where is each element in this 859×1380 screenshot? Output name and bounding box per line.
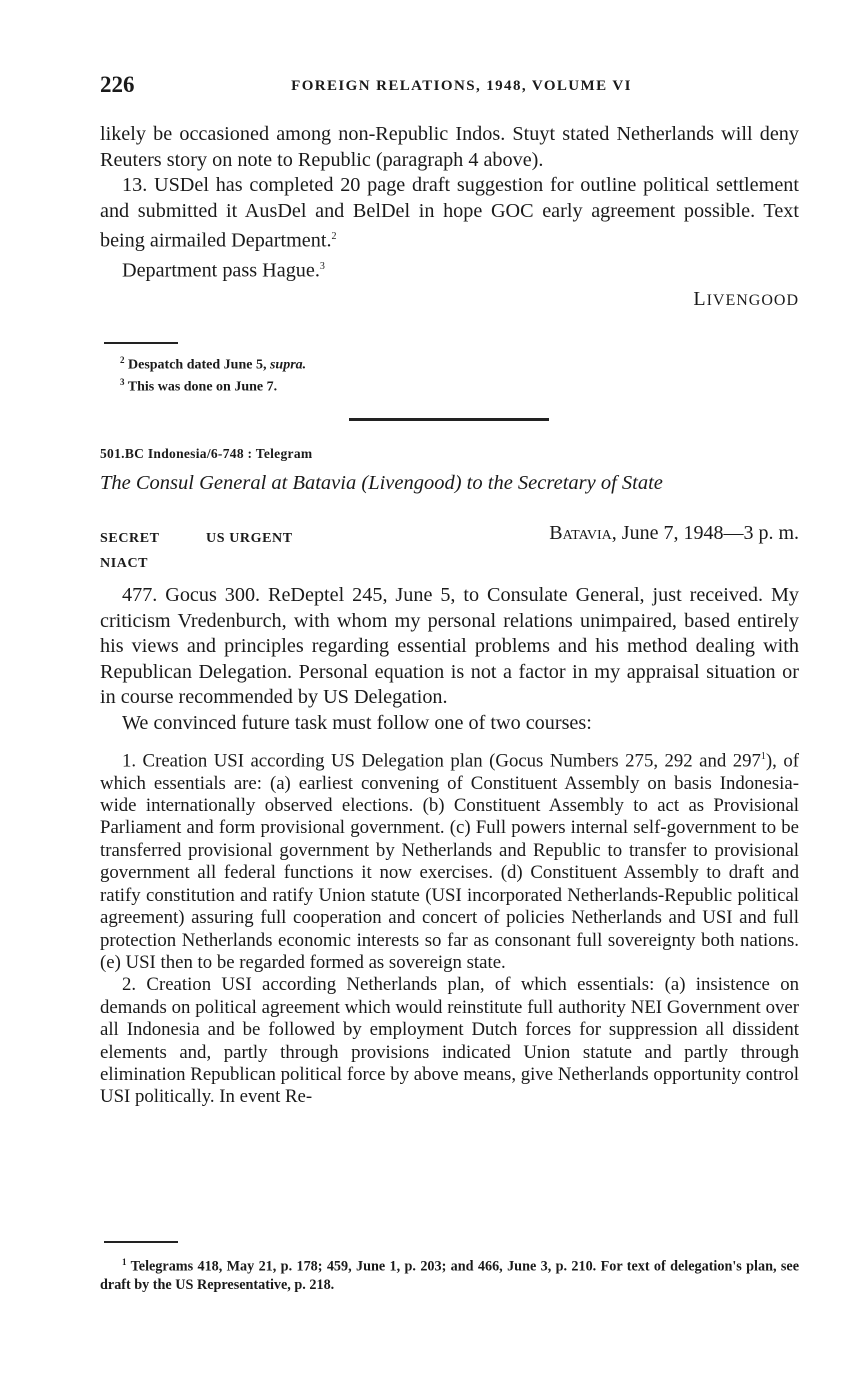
page-header	[100, 72, 799, 100]
running-head: FOREIGN RELATIONS, 1948, VOLUME VI	[291, 78, 632, 94]
classification-secret: SECRET	[100, 531, 160, 546]
footnote-marker: 3	[319, 261, 325, 273]
paragraph-courses: We convinced future task must follow one of two courses:	[122, 711, 592, 734]
footnote-2: $^2$ Despatch dated June 5, supra.	[120, 355, 307, 373]
footnote-marker: 2	[331, 231, 337, 242]
footnotes-top	[120, 352, 306, 395]
classification-urgent: US URGENT	[206, 531, 293, 546]
footnote-1: $^1$ Telegrams 418, May 21, p. 178; 459, June 1, p. 203; and 466, June 3, p. 210. For text of delegation's plan, see draft by the US Representative, p. 218.	[100, 1257, 799, 1293]
continuation-block	[100, 122, 799, 311]
footnote-divider	[104, 342, 178, 344]
closing-line: Department pass Hague.$^3$	[122, 259, 325, 282]
classification-niact: NIACT	[100, 556, 149, 571]
section-divider	[349, 418, 549, 421]
paragraph-13: 13. USDel has completed 20 page draft suggestion for outline political settlement and submitted it AusDel and BelDel in hope GOC early agreement possible. Text being airmailed Department.$^2$	[100, 174, 799, 252]
classification	[100, 526, 293, 576]
footnote-3: $^3$ This was done on June 7.	[120, 376, 278, 395]
telegram-body	[100, 583, 799, 1109]
dateline: Batavia, June 7, 1948—3 p. m.	[549, 522, 799, 544]
page-number: 226	[100, 72, 135, 97]
continuation-paragraph: likely be occasioned among non-Republic Indos. Stuyt stated Netherlands will deny Reuters story on note to Republic (paragraph 4 above).	[100, 123, 799, 171]
paragraph-477: 477. Gocus 300. ReDeptel 245, June 5, to Consulate General, just received. My criticism Vredenburch, with whom my personal relations unimpaired, based entirely his views and principles regarding essential problems and his method dealing with Republican Delegation. Personal equation is not a factor in my appraisal situation or in course recommended by US Delegation.	[100, 584, 799, 708]
document-title: The Consul General at Batavia (Livengood) to the Secretary of State	[100, 472, 663, 494]
signature: LIVENGOOD	[693, 288, 799, 311]
course-1: 1. Creation USI according US Delegation plan (Gocus Numbers 275, 292 and $297^1$), of which essentials are: (a) earliest convening of Constituent Assembly on basis Indonesia-wide internationally observed elections. (b) Constituent Assembly to act as Provisional Parliament and form provisional government. (c) Full powers internal self-government to be transferred provisional government by Netherlands and Republic to transfer to provisional government all federal functions it now exercises. (d) Constituent Assembly to draft and ratify constitution and ratify Union statute (USI incorporated Netherlands-Republic political agreement) assuring full cooperation and concert of policies Netherlands and USI and full protection Netherlands economic interests so far as consonant full sovereignty both nations. (e) USI then to be regarded formed as sovereign state.	[100, 750, 799, 973]
file-reference: 501.BC Indonesia/6-748 : Telegram	[100, 446, 313, 461]
course-2: 2. Creation USI according Netherlands plan, of which essentials: (a) insistence on demands on political agreement which would reinstitute full authority NEI Government over all Indonesia and be followed by employment Dutch forces for suppression all dissident elements and, partly through provisions indicated Union statute and partly through elimination Republican political force by above means, give Netherlands opportunity control USI politically. In event Re-	[100, 974, 799, 1108]
footnote-divider-bottom	[104, 1241, 178, 1243]
